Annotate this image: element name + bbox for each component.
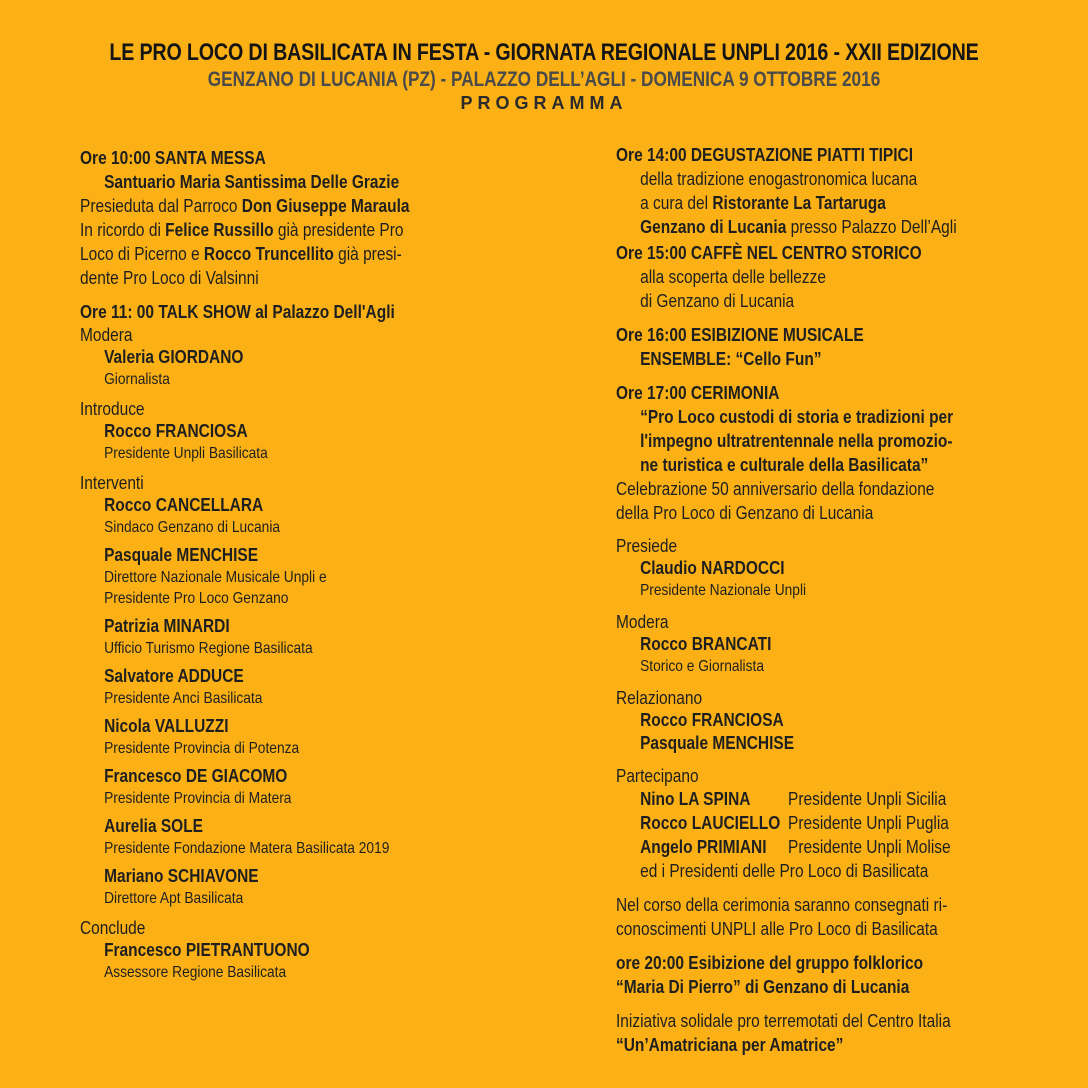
text: presso Palazzo Dell’Agli bbox=[786, 217, 957, 237]
person-name: Francesco PIETRANTUONO bbox=[104, 940, 310, 960]
person bbox=[104, 494, 484, 538]
musica-section bbox=[616, 323, 1029, 371]
list-item bbox=[640, 787, 1029, 811]
person-name: Angelo PRIMIANI bbox=[640, 837, 767, 857]
talk-show-section bbox=[80, 300, 484, 983]
person-role: Presidente Unpli Puglia bbox=[788, 813, 949, 833]
degustazione-line-1: della tradizione enogastronomica lucana bbox=[640, 169, 918, 189]
person-role: Presidente Unpli Basilicata bbox=[104, 445, 268, 462]
person-role: Giornalista bbox=[104, 371, 170, 388]
degustazione-line-3 bbox=[616, 215, 1029, 239]
modera-label: Modera bbox=[80, 325, 133, 345]
list-item bbox=[640, 835, 1029, 859]
restaurant-name: Ristorante La Tartaruga bbox=[712, 193, 886, 213]
caffe-time: Ore 15:00 CAFFÈ NEL CENTRO STORICO bbox=[616, 243, 922, 263]
person bbox=[80, 939, 484, 983]
person bbox=[104, 544, 484, 609]
person-role: Ufficio Turismo Regione Basilicata bbox=[104, 640, 313, 657]
person bbox=[616, 557, 1029, 601]
partecipano-list bbox=[616, 787, 1029, 883]
person-name: Rocco LAUCIELLO bbox=[640, 813, 781, 833]
messa-line-3 bbox=[80, 242, 484, 266]
person bbox=[104, 765, 484, 809]
cerimonia-time: Ore 17:00 CERIMONIA bbox=[616, 383, 780, 403]
person bbox=[104, 815, 484, 859]
relazionano-label: Relazionano bbox=[616, 688, 703, 708]
person-role: Sindaco Genzano di Lucania bbox=[104, 519, 281, 536]
caffe-line-1: alla scoperta delle bellezze bbox=[640, 267, 826, 287]
person-role: Presidente Unpli Molise bbox=[788, 837, 951, 857]
messa-time: Ore 10:00 SANTA MESSA bbox=[80, 148, 266, 168]
person-name: Pasquale MENCHISE bbox=[640, 733, 795, 753]
page-title: LE PRO LOCO DI BASILICATA IN FESTA - GIORNATA REGIONALE UNPLI 2016 - XXII EDIZIONE bbox=[109, 39, 979, 66]
degustazione-time: Ore 14:00 DEGUSTAZIONE PIATTI TIPICI bbox=[616, 145, 914, 165]
person-role: Assessore Regione Basilicata bbox=[104, 964, 287, 981]
santa-messa-section bbox=[80, 146, 484, 290]
person-role: Storico e Giornalista bbox=[640, 658, 764, 675]
partecipano-extra: ed i Presidenti delle Pro Loco di Basilicata bbox=[640, 861, 929, 881]
person-name: Mariano SCHIAVONE bbox=[104, 866, 259, 886]
cerimonia-quote-2: l'impegno ultratrentennale nella promozio- bbox=[640, 431, 953, 451]
page-subtitle: GENZANO DI LUCANIA (PZ) - PALAZZO DELL’AGLI - DOMENICA 9 OTTOBRE 2016 bbox=[207, 68, 881, 91]
folk-section bbox=[616, 951, 1029, 999]
person-role: Direttore Nazionale Musicale Unpli e bbox=[104, 569, 327, 586]
folk-line-2: “Maria Di Pierro” di Genzano di Lucania bbox=[616, 977, 910, 997]
person-name: Francesco DE GIACOMO bbox=[104, 766, 288, 786]
person bbox=[104, 865, 484, 909]
person-name: Nicola VALLUZZI bbox=[104, 716, 229, 736]
folk-line-1: ore 20:00 Esibizione del gruppo folklorico bbox=[616, 953, 924, 973]
presiede-label: Presiede bbox=[616, 536, 678, 556]
degustazione-line-2 bbox=[616, 191, 1029, 215]
person-role: Presidente Provincia di Matera bbox=[104, 790, 292, 807]
cerimonia-celebration-2: della Pro Loco di Genzano di Lucania bbox=[616, 503, 874, 523]
person-name: Rocco FRANCIOSA bbox=[640, 710, 784, 730]
cerimonia-celebration-1: Celebrazione 50 anniversario della fondazione bbox=[616, 479, 935, 499]
cerimonia-quote-1: “Pro Loco custodi di storia e tradizioni per bbox=[640, 407, 954, 427]
cerimonia-quote-3: ne turistica e culturale della Basilicata” bbox=[640, 455, 929, 475]
musica-time: Ore 16:00 ESIBIZIONE MUSICALE bbox=[616, 325, 864, 345]
person-name: Nino LA SPINA bbox=[640, 789, 751, 809]
header bbox=[0, 38, 1088, 114]
person bbox=[616, 633, 1029, 677]
person bbox=[80, 420, 484, 464]
person-role: Presidente Anci Basilicata bbox=[104, 690, 263, 707]
person-name: Claudio NARDOCCI bbox=[640, 558, 785, 578]
interventi-list bbox=[80, 494, 484, 909]
memorial-name: Felice Russillo bbox=[165, 220, 274, 240]
person bbox=[80, 346, 484, 390]
person-role: Presidente Nazionale Unpli bbox=[640, 582, 807, 599]
programma-heading: PROGRAMMA bbox=[460, 93, 628, 113]
person bbox=[104, 615, 484, 659]
messa-line-4: dente Pro Loco di Valsinni bbox=[80, 268, 259, 288]
text: Presieduta dal Parroco bbox=[80, 196, 242, 216]
partecipano-label: Partecipano bbox=[616, 766, 699, 786]
messa-place: Santuario Maria Santissima Delle Grazie bbox=[104, 172, 400, 192]
memorial-name: Rocco Truncellito bbox=[203, 244, 334, 264]
person-name: Pasquale MENCHISE bbox=[104, 545, 259, 565]
person-name: Rocco FRANCIOSA bbox=[104, 421, 248, 441]
cerimonia-section bbox=[616, 381, 1029, 941]
person-name: Rocco BRANCATI bbox=[640, 634, 772, 654]
cerimonia-note-1: Nel corso della cerimonia saranno consegnati ri- bbox=[616, 895, 948, 915]
right-column bbox=[616, 143, 1029, 1057]
musica-ensemble: ENSEMBLE: “Cello Fun” bbox=[640, 349, 822, 369]
person-name: Rocco CANCELLARA bbox=[104, 495, 264, 515]
person-name: Aurelia SOLE bbox=[104, 816, 204, 836]
modera-label: Modera bbox=[616, 612, 669, 632]
talk-time: Ore 11: 00 TALK SHOW al Palazzo Dell'Agli bbox=[80, 302, 395, 322]
person bbox=[104, 665, 484, 709]
town-name: Genzano di Lucania bbox=[640, 217, 787, 237]
person-role: Presidente Provincia di Potenza bbox=[104, 740, 300, 757]
text: Loco di Picerno e bbox=[80, 244, 204, 264]
introduce-label: Introduce bbox=[80, 399, 145, 419]
person-role: Presidente Fondazione Matera Basilicata 2019 bbox=[104, 840, 390, 857]
caffe-section bbox=[616, 241, 1029, 313]
solidale-line-1: Iniziativa solidale pro terremotati del Centro Italia bbox=[616, 1011, 951, 1031]
cerimonia-note-2: conoscimenti UNPLI alle Pro Loco di Basilicata bbox=[616, 919, 938, 939]
interventi-label: Interventi bbox=[80, 473, 144, 493]
relazionano-list bbox=[616, 709, 1029, 755]
text: In ricordo di bbox=[80, 220, 166, 240]
person-name: Patrizia MINARDI bbox=[104, 616, 230, 636]
conclude-label: Conclude bbox=[80, 918, 146, 938]
degustazione-section bbox=[616, 143, 1029, 239]
person-role: Presidente Unpli Sicilia bbox=[788, 789, 947, 809]
priest-name: Don Giuseppe Maraula bbox=[241, 196, 410, 216]
person-role: Presidente Pro Loco Genzano bbox=[104, 590, 289, 607]
person-name: Salvatore ADDUCE bbox=[104, 666, 244, 686]
text: già presidente Pro bbox=[273, 220, 404, 240]
person bbox=[104, 715, 484, 759]
text: a cura del bbox=[640, 193, 713, 213]
left-column bbox=[80, 146, 484, 989]
solidale-line-2: “Un’Amatriciana per Amatrice” bbox=[616, 1035, 844, 1055]
caffe-line-2: di Genzano di Lucania bbox=[640, 291, 795, 311]
text: già presi- bbox=[333, 244, 402, 264]
messa-line-2 bbox=[80, 218, 484, 242]
solidale-section bbox=[616, 1009, 1029, 1057]
list-item bbox=[640, 811, 1029, 835]
person-role: Direttore Apt Basilicata bbox=[104, 890, 244, 907]
messa-line-1 bbox=[80, 194, 484, 218]
person-name: Valeria GIORDANO bbox=[104, 347, 244, 367]
